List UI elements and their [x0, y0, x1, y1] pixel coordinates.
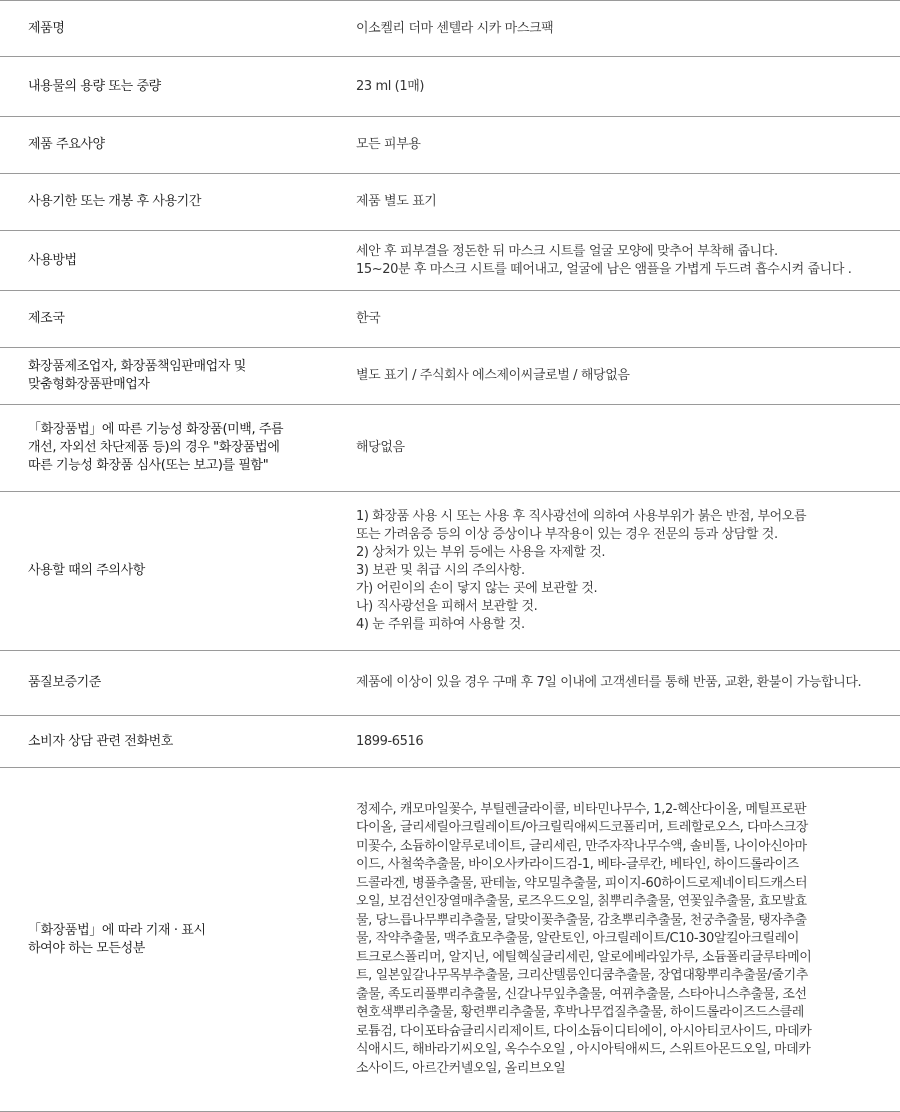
row-main-spec — [0, 117, 900, 174]
row-label: 사용방법 — [28, 252, 77, 268]
row-label: 「화장품법」에 따라 기재 · 표시 하여야 하는 모든성분 — [28, 922, 206, 956]
row-label: 화장품제조업자, 화장품책임판매업자 및 맞춤형화장품판매업자 — [28, 359, 246, 392]
row-ingredients — [0, 768, 900, 1112]
row-label: 「화장품법」에 따른 기능성 화장품(미백, 주름 개선, 자외선 차단제품 등)의 경우 "화장품법에 따른 기능성 화장품 심사(또는 보고)를 필함" — [28, 422, 284, 473]
row-volume — [0, 57, 900, 117]
row-product-name — [0, 1, 900, 57]
row-label: 사용기한 또는 개봉 후 사용기간 — [28, 194, 201, 209]
row-label: 제조국 — [28, 311, 65, 326]
row-value: 1899-6516 — [356, 733, 424, 749]
row-value: 세안 후 피부결을 정돈한 뒤 마스크 시트를 얼굴 모양에 맞추어 부착해 줍니다. 15~20분 후 마스크 시트를 떼어내고, 얼굴에 남은 앰플을 가볍게 두드려 흡수시켜 줍니다 . — [356, 243, 852, 277]
row-quality-guarantee — [0, 651, 900, 716]
row-cautions — [0, 492, 900, 651]
row-value: 제품에 이상이 있을 경우 구매 후 7일 이내에 고객센터를 통해 반품, 교환, 환불이 가능합니다. — [356, 675, 862, 690]
row-value: 23 ml (1매) — [356, 78, 425, 94]
row-value: 해당없음 — [356, 440, 405, 455]
row-value: 정제수, 캐모마일꽃수, 부틸렌글라이콜, 비타민나무수, 1,2-헥산다이올, 메틸프로판 다이올, 글리세릴아크릴레이트/아크릴릭애씨드코폴리머, 트레할로오스, 다마스크장 미꽃수, 소듐하이알루로네이트, 글리세린, 만주자작나무수액, 솔비톨, 나이아신아마 이드, 사철쑥추출물, 바이오사카라이드검-1, 베타-글루칸, 베타인, 하이드롤라이즈 드콜라겐, 병풀추출물, 판테놀, 약모밀추출물, 피이지-60하이드로제네이티드캐스터 오일, 보검선인장열매추출물, 로즈우드오일, 칡뿌리추출물, 연꽃잎추출물, 효모발효 물, 당느릅나무뿌리추출물, 달맞이꽃추출물, 감초뿌리추출물, 천궁추출물, 탱자추출 물, 작약추출물, 맥주효모추출물, 알란토인, 아크릴레이트/C10-30알킬아크릴레이 트크로스폴리머, 알지닌, 에틸헥실글리세린, 알로에베라잎가루, 소듐폴리글루타메이 트, 일본잎갈나무목부추출물, 크리산텔룸인디쿰추출물, 장엽대황뿌리추출물/줄기추 출물, 족도리풀뿌리추출물, 신갈나무잎추출물, 여뀌추출물, 스타아니스추출물, 조선 현호색뿌리추출물, 황련뿌리추출물, 후박나무껍질추출물, 하이드롤라이즈드스클레 로튬검, 다이포타슘글리시리제이트, 다이소듐이디티에이, 아시아티코사이드, 마데카 식애시드, 해바라기씨오일, 옥수수오일 , 아시아틱애씨드, 스위트아몬드오일, 마데카 소사이드, 아르간커넬오일, 올리브오일 — [356, 801, 812, 1076]
row-value: 제품 별도 표기 — [356, 194, 437, 209]
row-functional-cosmetics — [0, 405, 900, 492]
row-country — [0, 291, 900, 348]
row-value: 모든 피부용 — [356, 137, 421, 152]
row-value: 별도 표기 / 주식회사 에스제이씨글로벌 / 해당없음 — [356, 368, 630, 383]
row-label: 내용물의 용량 또는 중량 — [28, 78, 161, 94]
row-value: 한국 — [356, 311, 381, 326]
row-label: 제품명 — [28, 20, 65, 36]
row-phone — [0, 716, 900, 768]
row-label: 제품 주요사양 — [28, 137, 105, 152]
row-value: 1) 화장품 사용 시 또는 사용 후 직사광선에 의하여 사용부위가 붉은 반점, 부어오름 또는 가려움증 등의 이상 증상이나 부작용이 있는 경우 전문의 등과 상담할 것. 2) 상처가 있는 부위 등에는 사용을 자제할 것. 3) 보관 및 취급 시의 주의사항. 가) 어린이의 손이 닿지 않는 곳에 보관할 것. 나) 직사광선을 피해서 보관할 것. 4) 눈 주위를 피하여 사용할 것. — [356, 509, 807, 632]
row-manufacturer — [0, 348, 900, 405]
row-expiry — [0, 174, 900, 231]
row-value: 이소켈리 더마 센텔라 시카 마스크팩 — [356, 20, 554, 36]
row-label: 사용할 때의 주의사항 — [28, 563, 145, 578]
row-label: 소비자 상담 관련 전화번호 — [28, 733, 173, 749]
row-usage — [0, 231, 900, 291]
row-label: 품질보증기준 — [28, 675, 101, 690]
